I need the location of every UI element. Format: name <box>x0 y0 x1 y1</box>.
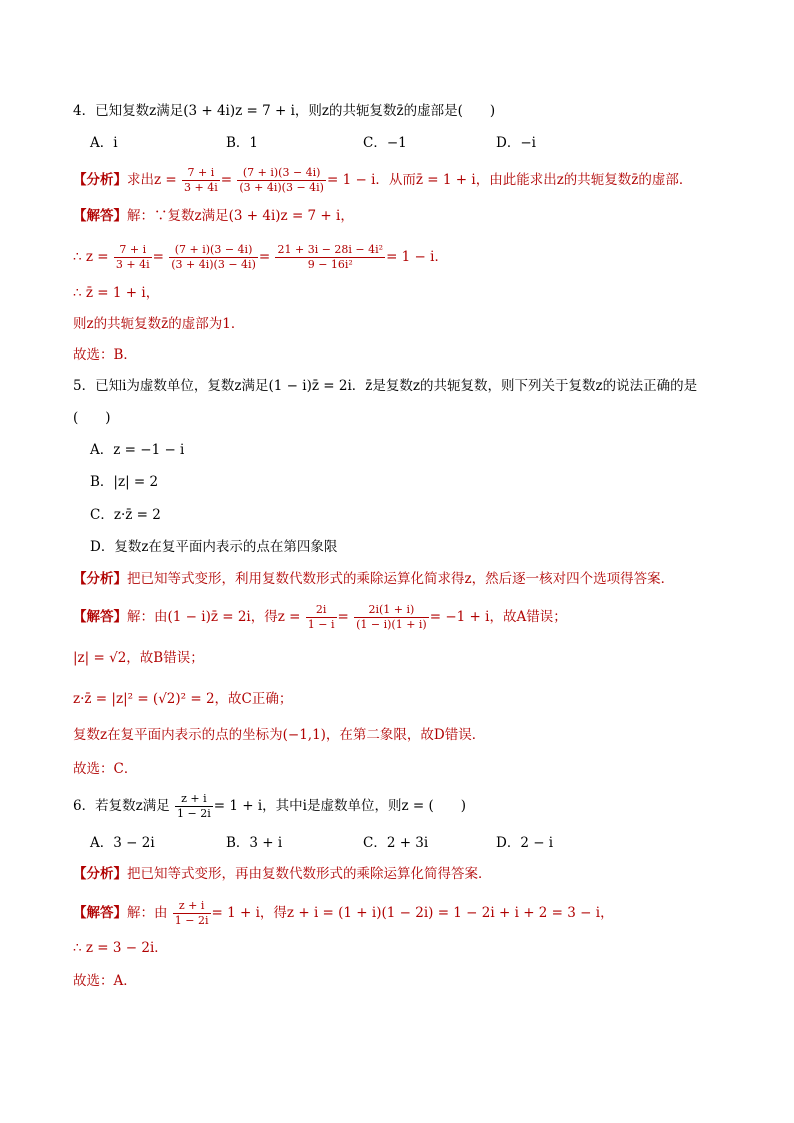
analysis-tag: 【分析】 <box>73 172 127 188</box>
q4-solution-line-1: 【解答】解：∵复数z满足(3 + 4i)z = 7 + i， <box>73 208 354 224</box>
q6-solution-line-2: ∴ z = 3 − 2i． <box>73 940 168 956</box>
q6-option-a: A．3 − 2i <box>90 835 155 851</box>
fraction: $\frac{\text{21 + 3i − 28i − 4i²}}{\text{9 − 16i²}}$ <box>277 243 384 271</box>
q4-stem: 4．已知复数z满足(3 + 4i)z = 7 + i，则z的共轭复数z̄的虚部是( ) <box>73 103 496 119</box>
q4-solution-line-2: ∴ z = $\frac{7 + i}{3 + 4i}$ = $\frac{(7 + i)(3 - 4i)}{(3 + 4i)(3 - 4i)}$ = $\frac{\text{21 + 3i − 28i − 4i²}}{\text{9 − 16i²}}$ = 1 − i． <box>73 243 448 271</box>
fraction: $\frac{z + i}{1 - 2i}$ <box>177 792 211 820</box>
q6-stem: 6．若复数z满足 $\frac{z + i}{1 - 2i}$ = 1 + i，其中i是虚数单位，则z = ( ) <box>73 792 466 820</box>
analysis-text: = 1 − i．从而z̄ = 1 + i，由此能求出z的共轭复数z̄的虚部． <box>326 172 693 188</box>
analysis-tag: 【分析】 <box>73 866 127 882</box>
q5-solution-line-4: 复数z在复平面内表示的点的坐标为(−1,1)，在第二象限，故D错误． <box>73 727 486 743</box>
q4-option-b: B．1 <box>226 135 259 151</box>
solution-tag: 【解答】 <box>73 609 127 625</box>
fraction: $\frac{7 + i}{3 + 4i}$ <box>115 243 150 271</box>
q4-option-a: A．i <box>90 135 118 151</box>
analysis-tag: 【分析】 <box>73 571 127 587</box>
q5-option-c: C．z·z̄ = 2 <box>90 507 161 523</box>
q6-option-d: D．2 − i <box>496 835 554 851</box>
fraction: $\frac{2i(1 + i)}{(1 - i)(1 + i)}$ <box>356 603 427 631</box>
solution-tag: 【解答】 <box>73 905 127 921</box>
fraction: $\frac{7 + i}{3 + 4i}$ <box>184 166 218 194</box>
q4-analysis: 【分析】求出z = $\frac{7 + i}{3 + 4i}$ = $\frac{(7 + i)(3 - 4i)}{(3 + 4i)(3 - 4i)}$ = 1 − i．从而z̄ = 1 + i，由此能求出z的共轭复数z̄的虚部． <box>73 166 693 194</box>
q5-analysis: 【分析】把已知等式变形，利用复数代数形式的乘除运算化简求得z，然后逐一核对四个选项得答案． <box>73 571 675 587</box>
q6-solution-line-3: 故选：A． <box>73 973 137 989</box>
q5-stem-line-1: 5．已知i为虚数单位，复数z满足(1 − i)z̄ = 2i．z̄是复数z的共轭复数，则下列关于复数z的说法正确的是 <box>73 378 698 394</box>
fraction: $\frac{2i}{1 - i}$ <box>307 603 335 631</box>
q4-solution-line-3: ∴ z̄ = 1 + i， <box>73 285 160 301</box>
q5-solution-line-2: |z| = √2，故B错误； <box>73 650 204 666</box>
q5-solution-line-5: 故选：C． <box>73 761 138 777</box>
q5-solution-line-3: z·z̄ = |z|² = (√2)² = 2，故C正确； <box>73 691 293 707</box>
q4-option-c: C．−1 <box>363 135 407 151</box>
q6-analysis: 【分析】把已知等式变形，再由复数代数形式的乘除运算化简得答案． <box>73 866 492 882</box>
q6-solution-line-1: 【解答】解：由 $\frac{z + i}{1 - 2i}$ = 1 + i，得z + i = (1 + i)(1 − 2i) = 1 − 2i + i + 2 = 3 − i， <box>73 899 614 927</box>
q5-option-a: A．z = −1 − i <box>90 442 185 458</box>
q4-solution-line-4: 则z的共轭复数z̄的虚部为1． <box>73 316 245 332</box>
fraction: $\frac{(7 + i)(3 - 4i)}{(3 + 4i)(3 - 4i)}$ <box>239 166 324 194</box>
q4-option-d: D．−i <box>496 135 536 151</box>
q5-solution-line-1: 【解答】解：由(1 − i)z̄ = 2i，得z = $\frac{2i}{1 - i}$ = $\frac{2i(1 + i)}{(1 - i)(1 + i)}$ = −1 + i，故A错误； <box>73 603 567 631</box>
q6-option-c: C．2 + 3i <box>363 835 429 851</box>
fraction: $\frac{(7 + i)(3 - 4i)}{(3 + 4i)(3 - 4i)}$ <box>171 243 256 271</box>
q4-solution-line-5: 故选：B． <box>73 347 137 363</box>
fraction: $\frac{z + i}{1 - 2i}$ <box>174 899 209 927</box>
q6-option-b: B．3 + i <box>226 835 283 851</box>
q5-stem-line-2: ( ) <box>73 410 111 426</box>
solution-tag: 【解答】 <box>73 208 127 224</box>
q5-option-d: D．复数z在复平面内表示的点在第四象限 <box>90 539 338 555</box>
q5-option-b: B．|z| = 2 <box>90 474 159 490</box>
analysis-text: 求出z = <box>127 172 177 188</box>
